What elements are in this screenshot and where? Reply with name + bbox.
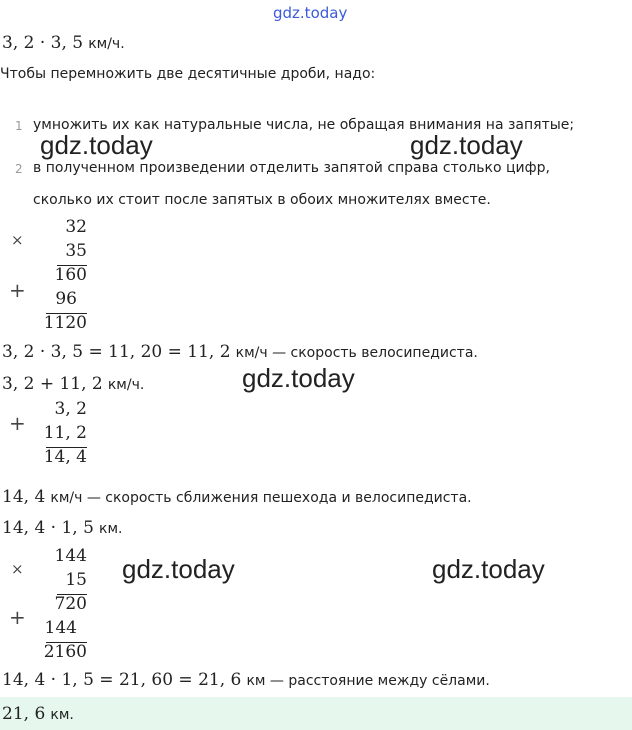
partial-product-1: 160 <box>54 265 87 285</box>
column-result: 2160 <box>43 642 87 662</box>
partial-product-2: 96 <box>55 289 77 309</box>
step2-line <box>2 374 144 394</box>
watermark: gdz.today <box>410 130 523 160</box>
plus-sign: + <box>9 605 26 629</box>
step1-result-line <box>2 342 478 362</box>
step1-expression: 3, 2 · 3, 5 <box>2 33 84 53</box>
times-sign: × <box>11 560 24 578</box>
step1-result-text: км/ч — скорость велосипедиста. <box>235 345 478 361</box>
rule-item-number-2: 2 <box>15 162 23 176</box>
step1-unit: км/ч. <box>88 36 125 52</box>
step2-result-text: км/ч — скорость сближения пешехода и велосипедиста. <box>50 490 472 506</box>
column-result: 1120 <box>43 313 87 333</box>
answer-unit: км. <box>50 707 74 723</box>
answer-line <box>2 704 74 724</box>
rule-item-1-text: умножить их как натуральные числа, не обращая внимания на запятые; <box>33 117 575 133</box>
rule-item-2-text: в полученном произведении отделить запятой справа столько цифр, <box>33 160 550 176</box>
watermark: gdz.today <box>122 554 235 584</box>
step2-result-expression: 14, 4 <box>2 487 46 507</box>
step2-expression: 3, 2 + 11, 2 <box>2 374 103 394</box>
step3-unit: км. <box>99 521 123 537</box>
step3-expression: 14, 4 · 1, 5 <box>2 518 94 538</box>
step3-result-expression: 14, 4 · 1, 5 = 21, 60 = 21, 6 <box>2 670 242 690</box>
step3-line <box>2 518 122 538</box>
plus-sign: + <box>9 411 26 435</box>
rule-intro: Чтобы перемножить две десятичные дроби, надо: <box>0 66 376 82</box>
partial-product-2: 144 <box>44 618 77 638</box>
rule-item-2-continuation: сколько их стоит после запятых в обоих множителях вместе. <box>33 192 491 208</box>
watermark: gdz.today <box>432 554 545 584</box>
column-result: 14, 4 <box>43 447 87 467</box>
step2-unit: км/ч. <box>107 377 145 393</box>
factor-a: 32 <box>65 217 87 237</box>
addend-b: 11, 2 <box>43 423 87 443</box>
partial-product-1: 720 <box>54 594 87 614</box>
step3-result-line <box>2 670 490 690</box>
times-sign: × <box>11 231 24 249</box>
factor-b: 15 <box>65 570 87 590</box>
plus-sign: + <box>9 278 26 302</box>
step3-result-text: км — расстояние между сёлами. <box>246 673 490 689</box>
site-logo[interactable]: gdz.today <box>273 4 348 22</box>
step1-result-expression: 3, 2 · 3, 5 = 11, 20 = 11, 2 <box>2 342 231 362</box>
step2-result-line <box>2 487 472 507</box>
addend-a: 3, 2 <box>54 399 87 419</box>
step1-line <box>2 33 125 53</box>
factor-b: 35 <box>65 241 87 261</box>
rule-item-number-1: 1 <box>15 119 23 133</box>
factor-a: 144 <box>54 546 87 566</box>
watermark: gdz.today <box>40 130 153 160</box>
answer-box <box>0 697 632 730</box>
watermark: gdz.today <box>242 363 355 393</box>
answer-expression: 21, 6 <box>2 704 46 724</box>
